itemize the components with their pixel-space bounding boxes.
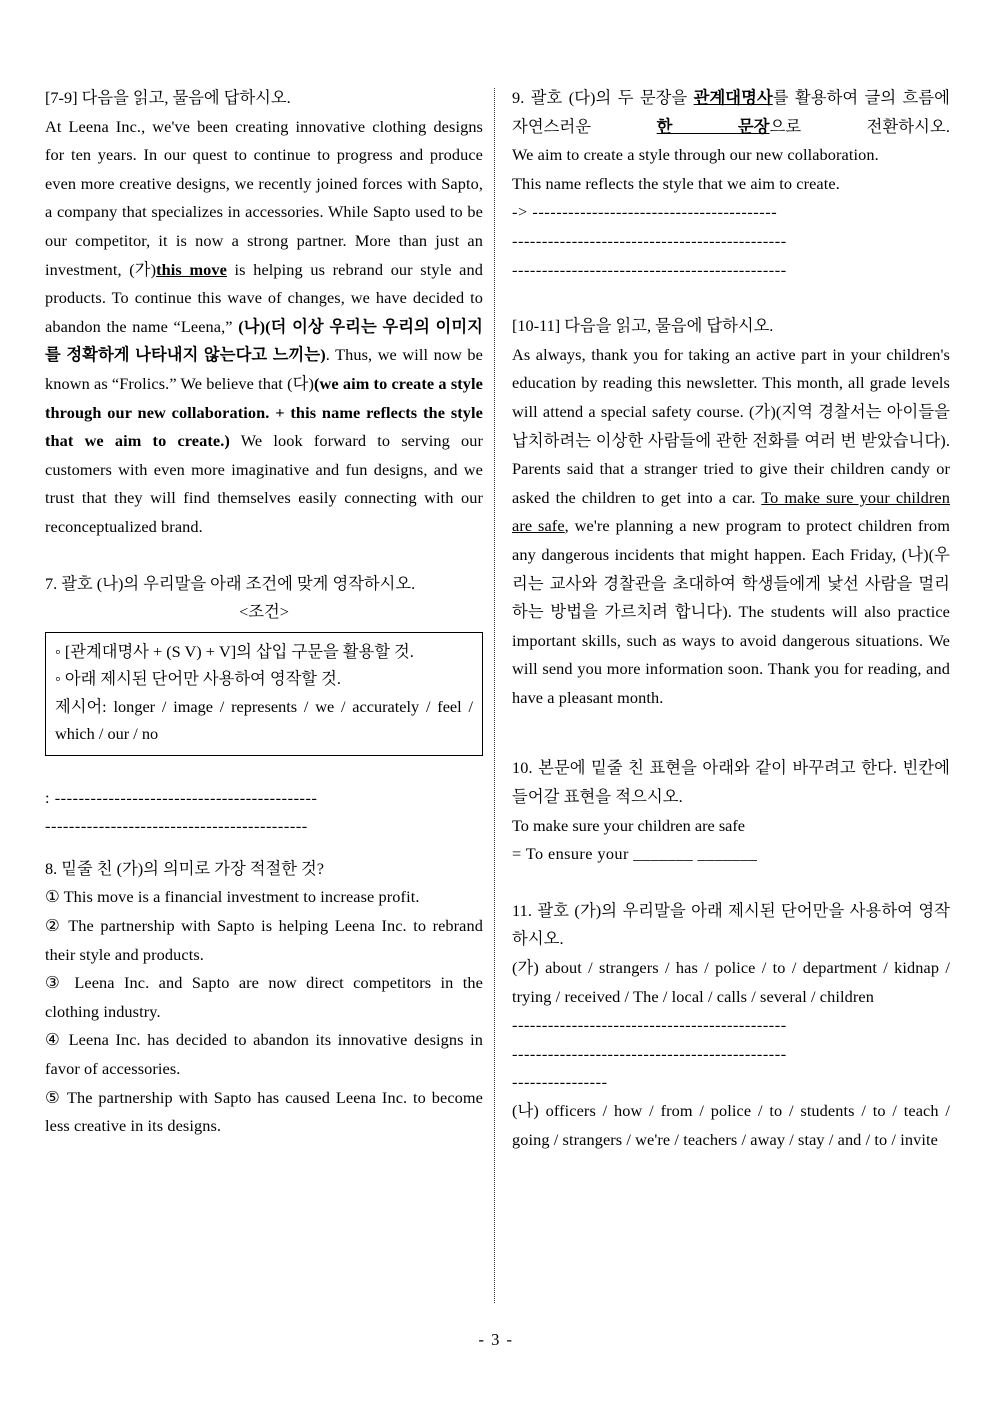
- marker-ga: (가): [129, 259, 157, 279]
- q9-answer-line-1[interactable]: [512, 198, 950, 227]
- passage-part-3: . Thus, we will now be known as “Frolics.” We believe that: [45, 345, 483, 393]
- option-text: The partnership with Sapto has caused Leena Inc. to become less creative in its designs.: [45, 1087, 483, 1136]
- option-marker: ①: [45, 887, 60, 907]
- passage-part-3: , we're planning a new program to protect children from any dangerous incidents that might happen. Each Friday,: [512, 516, 950, 564]
- spacer: [512, 869, 950, 897]
- q8-option-4[interactable]: [45, 1026, 483, 1083]
- word-bank-label: 제시어:: [55, 696, 107, 716]
- q10-original-expression: To make sure your children are safe: [512, 815, 746, 835]
- option-marker: ④: [45, 1030, 63, 1050]
- na-words: officers / how / from / police / to / students / to / teach / going / strangers / we're / teachers / away / stay / and / to / invite: [512, 1101, 950, 1149]
- question-8-prompt: 8. 밑줄 친 (가)의 의미로 가장 적절한 것?: [45, 858, 324, 878]
- ga-words: about / strangers / has / police / to / department / kidnap / trying / received / The / local / calls / several / children: [512, 958, 950, 1006]
- q10-rewrite-with-blanks[interactable]: = To ensure your _______ _______: [512, 844, 758, 864]
- condition-item-2: ◦ 아래 제시된 단어만 사용하여 영작할 것.: [55, 669, 341, 689]
- dashes: -----------------------------------------: [532, 202, 778, 222]
- q9-answer-line-3[interactable]: ----------------------------------------------: [512, 259, 787, 279]
- spacer: [45, 542, 483, 570]
- right-column: [512, 84, 950, 1154]
- passage-part-2: is helping us rebrand our style and products. To continue this wave of changes, we have decided to abandon the name “Leena,”: [45, 259, 483, 336]
- underlined-this-move: this move: [156, 259, 227, 279]
- q9-sentence-2: This name reflects the style that we aim to create.: [512, 173, 840, 193]
- korean-clause-ga: (지역 경찰서는 아이들을 납치하려는 이상한 사람들에 관한 전화를 여러 번 받았습니다): [512, 401, 950, 450]
- q9-prompt-part-3: 으로 전환하시오.: [769, 116, 950, 136]
- dashes: --------------------------------------------: [54, 787, 318, 807]
- question-7-prompt: 7. 괄호 (나)의 우리말을 아래 조건에 맞게 영작하시오.: [45, 573, 416, 593]
- bold-clause-da: (we aim to create a style through our new collaboration. + this name reflects the style that we aim to create.): [45, 373, 483, 451]
- passage-7-9-body: [45, 113, 483, 542]
- marker-ga: (가): [749, 401, 776, 421]
- q7-answer-line-1[interactable]: [45, 784, 483, 813]
- q8-option-1[interactable]: [45, 883, 483, 912]
- option-text: This move is a financial investment to increase profit.: [63, 887, 420, 907]
- q9-prompt-part-1: 9. 괄호 (다)의 두 문장을: [512, 88, 694, 107]
- option-marker: ③: [45, 973, 65, 993]
- q8-option-3[interactable]: [45, 969, 483, 1026]
- option-marker: ⑤: [45, 1087, 62, 1107]
- q8-option-2[interactable]: [45, 912, 483, 969]
- question-11-prompt: 11. 괄호 (가)의 우리말을 아래 제시된 단어만을 사용하여 영작하시오.: [512, 900, 950, 949]
- q11-na-word-bank: [512, 1097, 950, 1154]
- q9-prompt-part-2: 를 활용하여 글의 흐름에 자연스러운: [512, 88, 950, 136]
- answer-prefix: :: [45, 787, 51, 807]
- marker-na: (나): [238, 316, 266, 336]
- spacer: [45, 756, 483, 784]
- ga-label: (가): [512, 958, 539, 978]
- left-column: [45, 84, 483, 1141]
- question-10-prompt: 10. 본문에 밑줄 친 표현을 아래와 같이 바꾸려고 한다. 빈칸에 들어갈 표현을 적으시오.: [512, 758, 950, 807]
- page-footer: - 3 -: [478, 1330, 514, 1349]
- passage-part-1: At Leena Inc., we've been creating innovative clothing designs for ten years. In our quest to continue to progress and produce even more creative designs, we recently joined forces with Sapto, a company that specializes in accessories. While Sapto used to be our competitor, it is now a strong partner. More than just an investment,: [45, 116, 483, 279]
- q8-option-5[interactable]: [45, 1084, 483, 1141]
- passage-heading-10-11: [10-11] 다음을 읽고, 물음에 답하시오.: [512, 316, 774, 336]
- condition-box: [45, 632, 483, 756]
- q11-answer-line-1[interactable]: ----------------------------------------------: [512, 1015, 787, 1035]
- q7-answer-line-2[interactable]: --------------------------------------------: [45, 816, 308, 836]
- passage-part-4: . The students will also practice important skills, such as ways to avoid dangerous situations. We will send you more information soon. Thank you for reading, and have a pleasant month.: [512, 602, 951, 707]
- passage-part-1: As always, thank you for taking an active part in your children's education by reading this newsletter. This month, all grade levels will attend a special safety course.: [512, 344, 950, 421]
- option-text: The partnership with Sapto is helping Leena Inc. to rebrand their style and products.: [45, 916, 483, 964]
- q9-sentence-1: We aim to create a style through our new collaboration.: [512, 145, 879, 165]
- korean-clause-na: (더 이상 우리는 우리의 이미지를 정확하게 나타내지 않는다고 느끼는): [45, 316, 483, 365]
- arrow-symbol: ->: [512, 202, 528, 222]
- marker-na: (나): [901, 544, 929, 564]
- spacer: [45, 841, 483, 855]
- question-9-prompt: [512, 84, 950, 141]
- condition-title: <조건>: [239, 602, 289, 622]
- passage-heading-7-9: [7-9] 다음을 읽고, 물음에 답하시오.: [45, 88, 291, 107]
- q11-answer-line-2[interactable]: ----------------------------------------------: [512, 1043, 787, 1063]
- word-bank-words: longer / image / represents / we / accurately / feel / which / our / no: [55, 696, 473, 744]
- marker-da: (다): [287, 373, 314, 393]
- korean-clause-na: (우리는 교사와 경찰관을 초대하여 학생들에게 낯선 사람을 멀리하는 방법을 가르치려 합니다): [512, 544, 950, 622]
- option-text: Leena Inc. has decided to abandon its innovative designs in favor of accessories.: [45, 1030, 484, 1079]
- q9-answer-line-2[interactable]: ----------------------------------------------: [512, 230, 787, 250]
- q9-bold-relative-pronoun: 관계대명사: [693, 88, 773, 107]
- underlined-to-make-sure: To make sure your children are safe: [512, 487, 951, 536]
- passage-part-4: We look forward to serving our customers with even more imaginative and fun designs, and we trust that they will find themselves easily connecting with our reconceptualized brand.: [45, 431, 483, 536]
- spacer: [512, 712, 950, 754]
- passage-part-2: . Parents said that a stranger tried to give their children candy or asked the children to get into a car.: [512, 430, 950, 507]
- option-text: Leena Inc. and Sapto are now direct competitors in the clothing industry.: [45, 973, 483, 1021]
- q11-ga-word-bank: [512, 954, 950, 1011]
- spacer: [512, 284, 950, 312]
- two-column-body: [0, 84, 992, 1314]
- condition-item-1: ◦ [관계대명사 + (S V) + V]의 삽입 구문을 활용할 것.: [55, 641, 414, 661]
- option-marker: ②: [45, 916, 63, 936]
- word-bank-line: [55, 693, 473, 748]
- q11-answer-line-3[interactable]: ----------------: [512, 1072, 608, 1092]
- q9-bold-one-sentence: 한 문장: [656, 116, 770, 136]
- passage-10-11-body: [512, 341, 950, 713]
- na-label: (나): [512, 1101, 539, 1120]
